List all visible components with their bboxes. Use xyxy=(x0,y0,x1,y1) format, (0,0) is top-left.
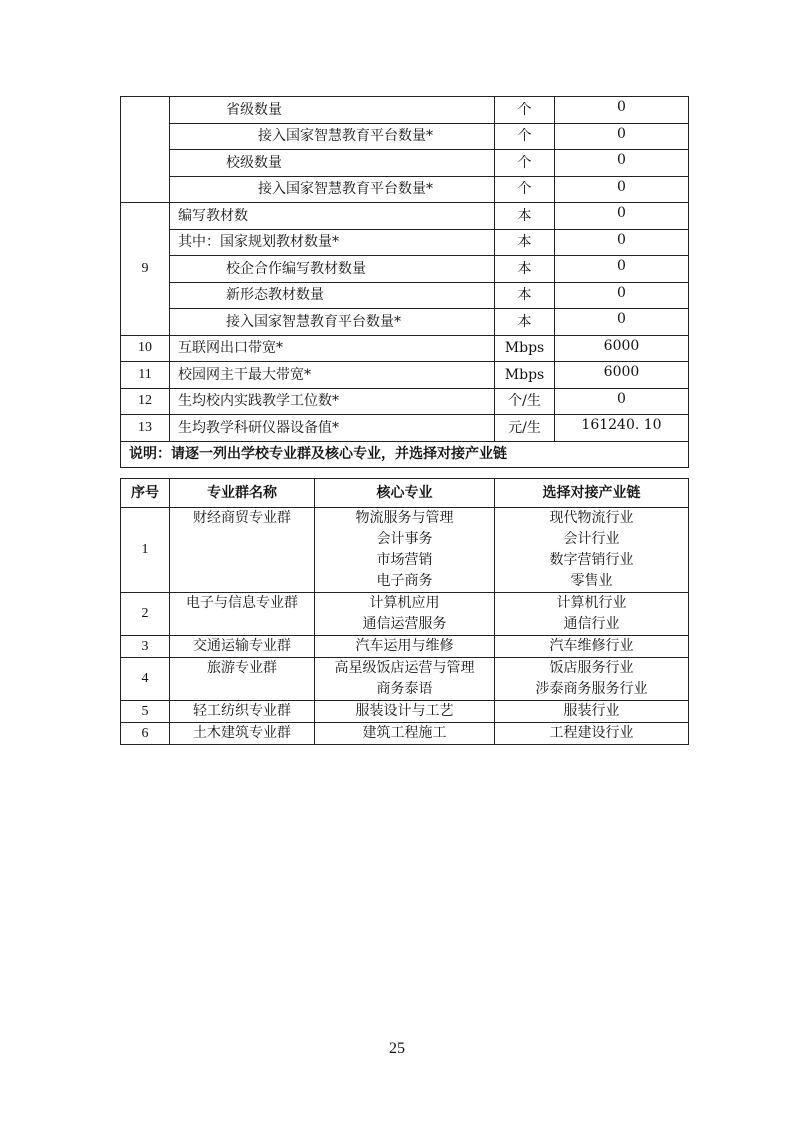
header-group-name: 专业群名称 xyxy=(170,479,315,508)
group-seq: 3 xyxy=(121,636,170,658)
industry-chain xyxy=(495,658,689,701)
industry-item: 通信行业 xyxy=(563,616,620,632)
table-row xyxy=(121,415,689,442)
group-name: 电子与信息专业群 xyxy=(170,593,315,636)
seq-cell: 11 xyxy=(121,362,170,389)
indicator-label: 新形态教材数量 xyxy=(170,282,495,309)
indicator-value: 0 xyxy=(555,282,689,309)
major-item: 计算机应用 xyxy=(369,595,440,611)
industry-item: 会计行业 xyxy=(563,531,620,547)
indicator-value: 0 xyxy=(555,176,689,203)
indicator-unit: 本 xyxy=(495,256,555,283)
group-name: 旅游专业群 xyxy=(170,658,315,701)
table-row xyxy=(121,723,689,745)
indicator-unit: 本 xyxy=(495,309,555,336)
indicator-value: 0 xyxy=(555,388,689,415)
indicator-label: 生均校内实践教学工位数* xyxy=(170,388,495,415)
indicator-unit: 本 xyxy=(495,229,555,256)
indicator-label: 其中：国家规划教材数量* xyxy=(170,229,495,256)
indicator-table xyxy=(120,96,689,468)
group-name: 轻工纺织专业群 xyxy=(170,701,315,723)
indicator-label: 校企合作编写教材数量 xyxy=(170,256,495,283)
indicator-unit: 本 xyxy=(495,203,555,230)
indicator-label: 省级数量 xyxy=(170,97,495,124)
major-item: 高星级饭店运营与管理 xyxy=(334,660,475,676)
indicator-unit: 个 xyxy=(495,150,555,177)
core-majors xyxy=(315,508,495,593)
note-text: 说明：请逐一列出学校专业群及核心专业，并选择对接产业链 xyxy=(121,441,689,468)
table-row xyxy=(121,256,689,283)
industry-chain xyxy=(495,593,689,636)
core-majors xyxy=(315,723,495,745)
indicator-value: 0 xyxy=(555,150,689,177)
group-seq: 6 xyxy=(121,723,170,745)
table-row xyxy=(121,150,689,177)
indicator-value: 0 xyxy=(555,123,689,150)
table-row xyxy=(121,229,689,256)
industry-chain xyxy=(495,701,689,723)
indicator-value: 0 xyxy=(555,309,689,336)
indicator-label: 接入国家智慧教育平台数量* xyxy=(170,176,495,203)
header-seq: 序号 xyxy=(121,479,170,508)
indicator-label: 互联网出口带宽* xyxy=(170,335,495,362)
group-seq: 4 xyxy=(121,658,170,701)
industry-item: 零售业 xyxy=(570,573,613,589)
major-item: 汽车运用与维修 xyxy=(355,638,454,654)
indicator-label: 编写教材数 xyxy=(170,203,495,230)
table-row xyxy=(121,97,689,124)
major-item: 商务泰语 xyxy=(376,681,433,697)
table-row xyxy=(121,176,689,203)
group-seq: 5 xyxy=(121,701,170,723)
core-majors xyxy=(315,701,495,723)
group-seq: 1 xyxy=(121,508,170,593)
indicator-label: 校园网主干最大带宽* xyxy=(170,362,495,389)
table-row xyxy=(121,335,689,362)
industry-item: 现代物流行业 xyxy=(549,510,634,526)
indicator-label: 校级数量 xyxy=(170,150,495,177)
indicator-unit: 个 xyxy=(495,97,555,124)
industry-item: 服装行业 xyxy=(563,703,620,719)
indicator-value: 6000 xyxy=(555,362,689,389)
major-item: 通信运营服务 xyxy=(362,616,447,632)
indicator-label: 生均教学科研仪器设备值* xyxy=(170,415,495,442)
table-row xyxy=(121,203,689,230)
table-row xyxy=(121,388,689,415)
seq-cell: 12 xyxy=(121,388,170,415)
indicator-value: 161240. 10 xyxy=(555,415,689,442)
indicator-unit: 个 xyxy=(495,123,555,150)
core-majors xyxy=(315,593,495,636)
table-row xyxy=(121,508,689,593)
industry-chain xyxy=(495,508,689,593)
industry-item: 饭店服务行业 xyxy=(549,660,634,676)
seq-cell: 13 xyxy=(121,415,170,442)
core-majors xyxy=(315,636,495,658)
table-row xyxy=(121,282,689,309)
seq-cell: 10 xyxy=(121,335,170,362)
indicator-unit: Mbps xyxy=(495,362,555,389)
industry-item: 汽车维修行业 xyxy=(549,638,634,654)
indicator-value: 0 xyxy=(555,229,689,256)
table-row xyxy=(121,309,689,336)
seq-cell-blank xyxy=(121,97,170,203)
indicator-label: 接入国家智慧教育平台数量* xyxy=(170,309,495,336)
major-item: 建筑工程施工 xyxy=(362,725,447,741)
group-name: 交通运输专业群 xyxy=(170,636,315,658)
industry-item: 涉泰商务服务行业 xyxy=(535,681,648,697)
table-row xyxy=(121,636,689,658)
core-majors xyxy=(315,658,495,701)
major-item: 市场营销 xyxy=(376,552,433,568)
seq-cell: 9 xyxy=(121,203,170,336)
table-row xyxy=(121,658,689,701)
major-groups-table xyxy=(120,478,689,745)
major-item: 会计事务 xyxy=(376,531,433,547)
industry-chain xyxy=(495,636,689,658)
indicator-unit: 本 xyxy=(495,282,555,309)
group-seq: 2 xyxy=(121,593,170,636)
major-item: 物流服务与管理 xyxy=(355,510,454,526)
table-row xyxy=(121,362,689,389)
table-row xyxy=(121,441,689,468)
indicator-unit: Mbps xyxy=(495,335,555,362)
table-header-row xyxy=(121,479,689,508)
header-core-majors: 核心专业 xyxy=(315,479,495,508)
indicator-unit: 元/生 xyxy=(495,415,555,442)
indicator-value: 0 xyxy=(555,203,689,230)
group-name: 财经商贸专业群 xyxy=(170,508,315,593)
indicator-unit: 个/生 xyxy=(495,388,555,415)
table-row xyxy=(121,593,689,636)
industry-chain xyxy=(495,723,689,745)
indicator-unit: 个 xyxy=(495,176,555,203)
table-row xyxy=(121,701,689,723)
industry-item: 工程建设行业 xyxy=(549,725,634,741)
major-item: 服装设计与工艺 xyxy=(355,703,454,719)
page-number: 25 xyxy=(389,1040,405,1057)
industry-item: 计算机行业 xyxy=(556,595,627,611)
indicator-value: 0 xyxy=(555,97,689,124)
major-item: 电子商务 xyxy=(376,573,433,589)
industry-item: 数字营销行业 xyxy=(549,552,634,568)
table-row xyxy=(121,123,689,150)
indicator-value: 6000 xyxy=(555,335,689,362)
header-industry-chain: 选择对接产业链 xyxy=(495,479,689,508)
indicator-value: 0 xyxy=(555,256,689,283)
group-name: 土木建筑专业群 xyxy=(170,723,315,745)
indicator-label: 接入国家智慧教育平台数量* xyxy=(170,123,495,150)
